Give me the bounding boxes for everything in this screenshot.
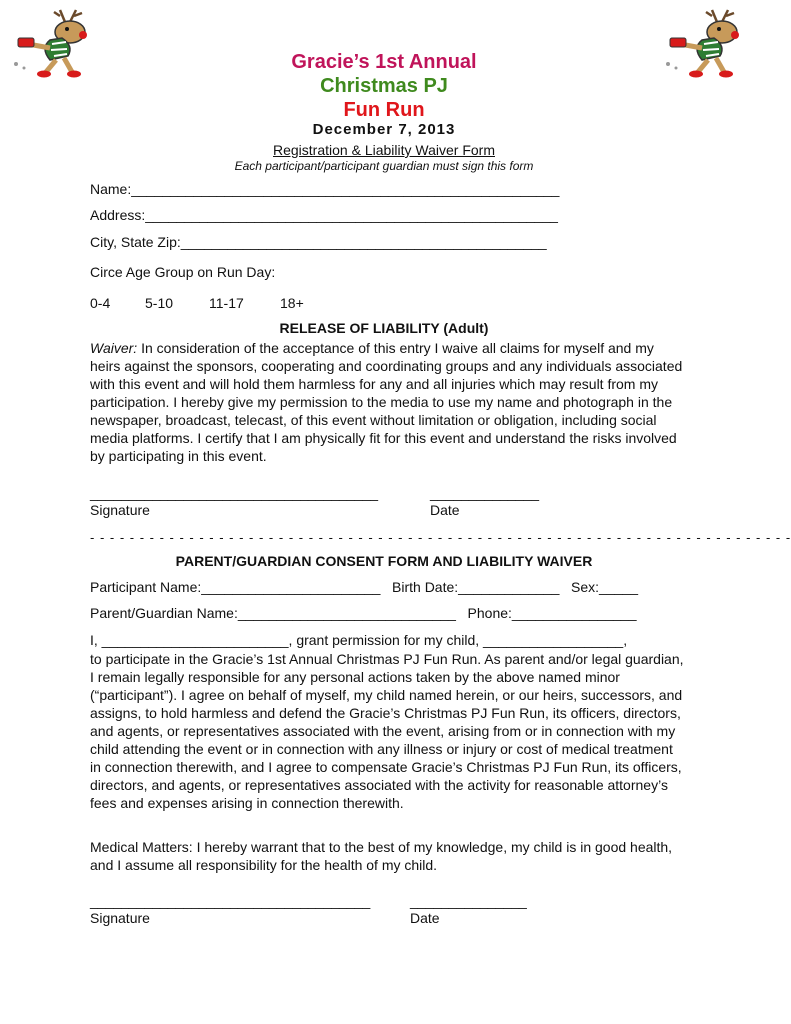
guardian-date-field[interactable]: _______________ [410, 893, 527, 909]
age-group-label: Circe Age Group on Run Day: [90, 264, 276, 280]
form-subtitle: Each participant/participant guardian must sign this form [234, 159, 534, 173]
event-title-line-2: Christmas PJ [320, 75, 448, 97]
consent-body-text: to participate in the Gracie’s 1st Annual Christmas PJ Fun Run. As parent and/or legal guardian, I remain legally responsible for any personal actions taken by the above named minor (“participant”). I agree on behalf of myself, my child named herein, or our heirs, successors, and assigns, to hold harmless and defend the Gracie’s Christmas PJ Fun Run, its officers, directors, and agents, or representatives associated with the event, arising from or in connection with my child attending the event or in connection with any illness or injury or cost of medical treatment in connection therewith, and I agree to compensate Gracie’s Christmas PJ Fun Run, its officers, directors, and agents, or representatives associated with the activity for reasonable attorney’s fees and expenses arising in connection therewith. [90, 651, 684, 811]
address-field[interactable]: Address:_____________________________________________________ [90, 207, 558, 223]
guardian-info-fields[interactable]: Parent/Guardian Name:____________________________ Phone:________________ [90, 605, 637, 621]
age-group-option[interactable]: 18+ [280, 295, 304, 311]
guardian-signature-label: Signature [90, 910, 150, 926]
section-separator: - - - - - - - - - - - - - - - - - - - - - - - - - - - - - - - - - - - - - - - - - - - - - - - - - - - - - - - - - - - - - - - - - - - - - - - [90, 530, 791, 545]
adult-release-heading: RELEASE OF LIABILITY (Adult) [279, 320, 489, 336]
medical-matters-text: Medical Matters: I hereby warrant that to the best of my knowledge, my child is in good health, and I assume all responsibility for the health of my child. [90, 839, 673, 873]
guardian-signature-field[interactable]: ____________________________________ [90, 893, 371, 909]
age-group-option[interactable]: 11-17 [209, 295, 244, 311]
consent-permission-line[interactable]: I, ________________________, grant permission for my child, __________________, [90, 632, 628, 648]
adult-signature-label: Signature [90, 502, 150, 518]
adult-date-field[interactable]: ______________ [430, 485, 540, 501]
adult-date-label: Date [430, 502, 460, 518]
form-title: Registration & Liability Waiver Form [273, 142, 495, 158]
adult-waiver-text [90, 339, 686, 465]
event-title-line-1: Gracie’s 1st Annual [291, 51, 477, 73]
participant-info-fields[interactable]: Participant Name:_______________________ Birth Date:_____________ Sex:_____ [90, 579, 638, 595]
event-date: December 7, 2013 [312, 121, 456, 138]
waiver-body: In consideration of the acceptance of this entry I waive all claims for myself and my heirs against the sponsors, cooperating and coordinating groups and any individuals associated with this event and will hold them harmless for any and all injuries which may result from my participation. I hereby give my permission to the media to use my name and photograph in the newspaper, broadcast, telecast, of this event without limitation or obligation, including social media platforms. I certify that I am physically fit for this event and understand the risks involved by participating in this event. [90, 340, 683, 464]
name-field[interactable]: Name:_______________________________________________________ [90, 181, 560, 197]
guardian-date-label: Date [410, 910, 440, 926]
parent-consent-heading: PARENT/GUARDIAN CONSENT FORM AND LIABILITY WAIVER [175, 553, 593, 569]
event-title-line-3: Fun Run [343, 99, 425, 121]
adult-signature-field[interactable]: _____________________________________ [90, 485, 379, 501]
waiver-label: Waiver: [90, 340, 138, 356]
city-state-zip-field[interactable]: City, State Zip:_______________________________________________ [90, 234, 547, 250]
age-group-option[interactable]: 5-10 [145, 295, 174, 311]
age-group-option[interactable]: 0-4 [90, 295, 111, 311]
